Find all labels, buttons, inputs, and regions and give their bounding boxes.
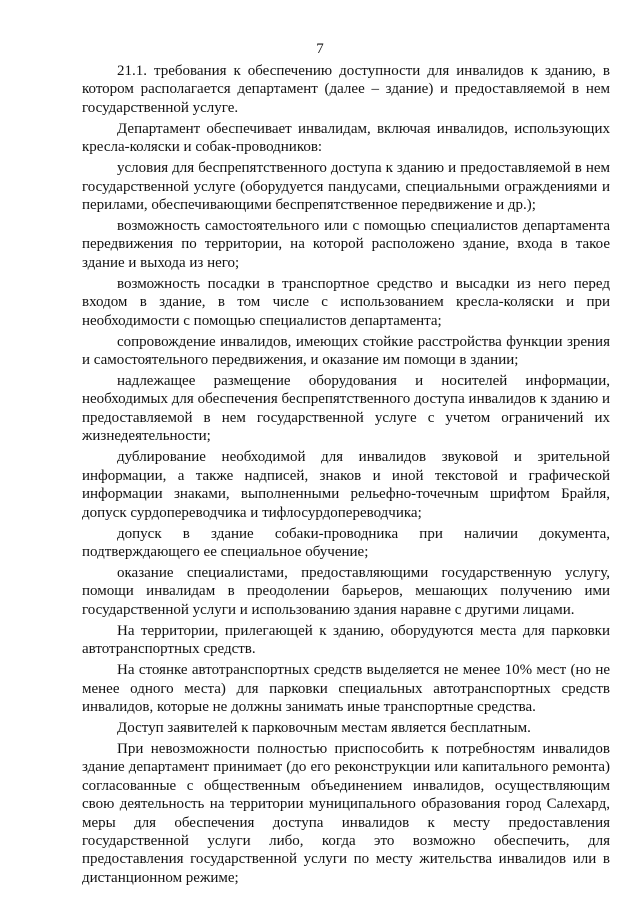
list-item-boarding: возможность посадки в транспортное средство и высадки из него перед входом в здание, в том числе с использованием кресла-коляски и при необходимости с помощью специалистов департамента; <box>82 275 610 329</box>
paragraph-parking-free: Доступ заявителей к парковочным местам является бесплатным. <box>117 719 531 736</box>
paragraph-adaptation-measures: При невозможности полностью приспособить к потребностям инвалидов здание департамент принимает (до его реконструкции или капитального ремонта) согласованные с общественным объединением инвалидов, осуществляющим свою деятельность на территории муниципального образования город Салехард, меры для обеспечения доступа инвалидов к месту предоставления государственной услуги либо, когда это возможно обеспечить, для предоставления государственной услуги по месту жительства инвалидов или в дистанционном режиме; <box>82 740 610 886</box>
paragraph-parking-quota: На стоянке автотранспортных средств выделяется не менее 10% мест (но не менее одного места) для парковки специальных автотранспортных средств инвалидов, которые не должны занимать иные транспортные средства. <box>82 662 610 715</box>
page-number: 7 <box>316 41 324 57</box>
document-body <box>82 62 610 890</box>
list-item-assistance: оказание специалистами, предоставляющими государственную услугу, помощи инвалидам в преодолении барьеров, мешающих получению ими государственной услуги и использованию здания наравне с другими лицами. <box>82 564 610 618</box>
list-item-escort: сопровождение инвалидов, имеющих стойкие расстройства функции зрения и самостоятельного передвижения, и оказание им помощи в здании; <box>82 333 610 369</box>
list-item-guide-dog: допуск в здание собаки-проводника при наличии документа, подтверждающего ее специальное обучение; <box>82 525 610 560</box>
list-item-movement: возможность самостоятельного или с помощью специалистов департамента передвижения по территории, на которой расположено здание, входа в такое здание и выхода из него; <box>82 218 610 271</box>
list-item-equipment-placement: надлежащее размещение оборудования и носителей информации, необходимых для обеспечения беспрепятственного доступа инвалидов к зданию и предоставляемой в нем государственной услуге с учетом ограничений их жизнедеятельности; <box>82 373 610 445</box>
paragraph-department-provides: Департамент обеспечивает инвалидам, включая инвалидов, использующих кресла-коляски и собак-проводников: <box>82 120 610 156</box>
list-item-access-conditions: условия для беспрепятственного доступа к зданию и предоставляемой в нем государственной услуге (оборудуется пандусами, специальными ограждениями и перилами, обеспечивающими беспрепятственное передвижение и др.); <box>82 160 610 214</box>
list-item-duplication: дублирование необходимой для инвалидов звуковой и зрительной информации, а также надписей, знаков и иной текстовой и графической информации знаками, выполненными рельефно-точечным шрифтом Брайля, допуск сурдопереводчика и тифлосурдопереводчика; <box>82 449 610 521</box>
paragraph-21-1: 21.1. требования к обеспечению доступности для инвалидов к зданию, в котором располагается департамент (далее – здание) и предоставляемой в нем государственной услуге. <box>82 63 610 116</box>
paragraph-parking: На территории, прилегающей к зданию, оборудуются места для парковки автотранспортных средств. <box>82 622 610 658</box>
